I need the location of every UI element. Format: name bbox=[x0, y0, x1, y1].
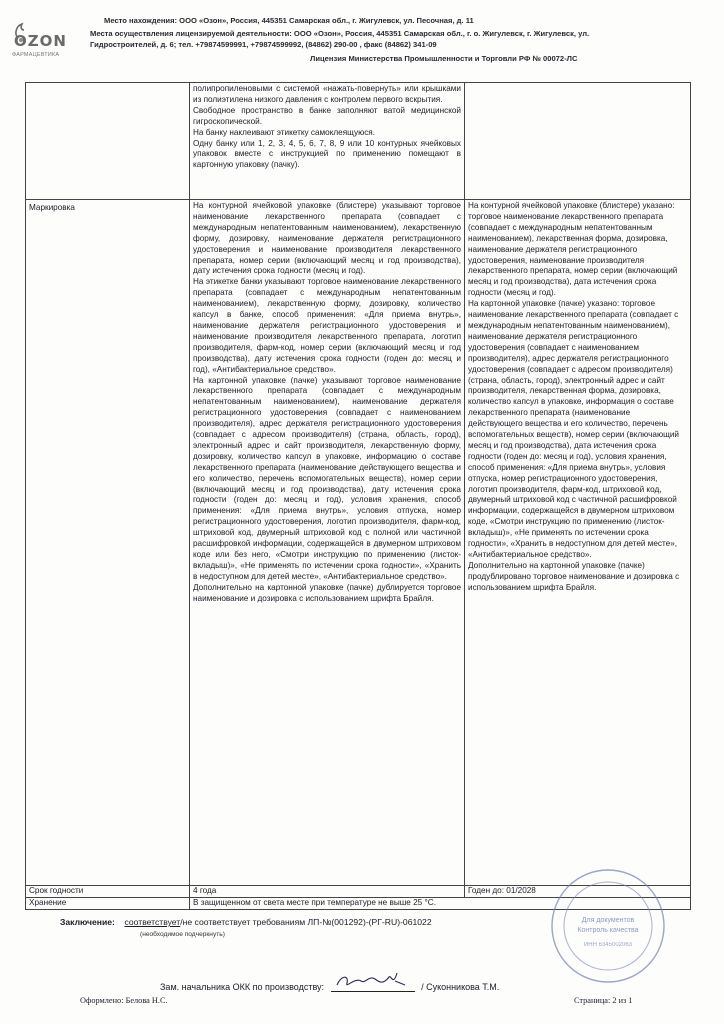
company-stamp-icon bbox=[548, 866, 668, 986]
header-address: Место нахождения: ООО «Озон», Россия, 445351 Самарская обл., г. Жигулевск, ул. Песочная, д. 11 bbox=[104, 16, 474, 25]
cell-requirement bbox=[190, 83, 465, 200]
marking-result-para: На картонной упаковке (пачке) указано: торговое наименование лекарственного препарата (совпадает с международным непатентованным наименованием), наименование держателя регистрационного удостоверения (совпадает с наименованием производителя), адрес держателя регистрационного удостоверения (совпадает с адресом производителя) (страна, область, город), электронный адрес и сайт производителя, лекарственная форма, дозировка, количество капсул в упаковке, информация о составе лекарственного препарата (наименование действующего вещества и его количество, перечень вспомогательных веществ), номер серии (включающий месяц и год производства), дата истечения срока годности (годен до: месяц и год), условия хранения, способ применения: «Для приема внутрь», условия отпуска, номер регистрационного удостоверения, логотип производителя, фарм-код, штриховой код, двумерный штриховой код с частичной расшифровкой информации, содержащейся в двумерном штриховом коде, «Смотри инструкцию по применению (листок-вкладыш)», «Не применять по истечении срока годности», «Хранить в недоступном для детей месте», «Антибактериальное средство». bbox=[468, 299, 679, 559]
conclusion-rest: /не соответствует требованиям ЛП-№(001292)-(РГ-RU)-061022 bbox=[180, 917, 432, 927]
marking-result-para: Дополнительно на картонной упаковке (пачке) продублировано торговое наименование и дозировка с использованием шрифта Брайля. bbox=[468, 560, 680, 592]
footer-page-number: Страница: 2 из 1 bbox=[574, 996, 633, 1005]
packaging-para: Одну банку или 1, 2, 3, 4, 5, 6, 7, 8, 9 или 10 контурных ячейковых упаковок вместе с инструкцией по применению помещают в картонную упаковку (пачку). bbox=[193, 138, 461, 170]
specification-table bbox=[25, 82, 691, 910]
handwritten-signature-icon bbox=[331, 971, 415, 991]
header-license: Лицензия Министерства Промышленности и Торговли РФ № 00072-ЛС bbox=[310, 54, 578, 63]
signature-row bbox=[160, 971, 499, 992]
cell-result bbox=[465, 200, 691, 886]
marking-requirement-para: На картонной упаковке (пачке) указывают торговое наименование лекарственного препарата (совпадает с международным непатентованным наименованием), наименование держателя регистрационного удостоверения (совпадает с наименованием производителя), адрес держателя регистрационного удостоверения (совпадает с адресом производителя) (страна, область, город), электронный адрес и сайт производителя, лекарственную форму, дозировку, количество капсул в упаковке, информацию о составе лекарственного препарата (наименование действующего вещества и его количество, перечень вспомогательных веществ), номер серии (включающий месяц и год производства), дату истечения срока годности (годен до: месяц и год), условия хранения, способ применения: «Для приема внутрь», условия отпуска, номер регистрационного удостоверения, логотип производителя, фарм-код, штриховой код, двумерный штриховой код с полной или частичной расшифровкой информации, содержащейся в двумерном штриховом коде или без него, «Смотри инструкцию по применению (листок-вкладыш)», «Не применять по истечении срока годности», «Хранить в недоступном для детей месте», «Антибактериальное средство». bbox=[193, 375, 461, 581]
packaging-para: Свободное пространство в банке заполняют ватой медицинской гигроскопической. bbox=[193, 105, 461, 126]
table-row-marking bbox=[26, 200, 691, 886]
stamp-text-2: Контроль качества bbox=[577, 927, 639, 934]
cell-label bbox=[26, 200, 190, 886]
shelf-life-label: Срок годности bbox=[26, 886, 190, 898]
table-row-packaging bbox=[26, 83, 691, 200]
shelf-life-value: 4 года bbox=[190, 886, 465, 898]
stamp-text: Для документов bbox=[581, 917, 635, 924]
footer-prepared-by: Оформлено: Белова Н.С. bbox=[80, 996, 168, 1005]
storage-label: Хранение bbox=[26, 897, 190, 909]
header-contacts: Гидростроителей, д. 6; тел. +79874599991, +79874599992, (84862) 290-00 , факс (84862) 341-09 bbox=[90, 40, 437, 49]
marking-requirement-para: На этикетке банки указывают торговое наименование лекарственного препарата (совпадает с международным непатентованным наименованием), лекарственную форму, дозировку, количество капсул в банке, способ применения: «Для приема внутрь», наименование держателя регистрационного удостоверения и наименование производителя лекарственного препарата, логотип производителя, фарм-код, номер серии (включающий месяц и год производства), дату истечения срока годности (годен до: месяц и год), «Антибактериальное средство». bbox=[193, 277, 461, 374]
cell-requirement bbox=[190, 200, 465, 886]
conclusion bbox=[60, 917, 432, 927]
shelf-life-result: Годен до: 01/2028 bbox=[465, 886, 691, 898]
stamp-inn: ИНН 6345002063 bbox=[583, 942, 633, 948]
marking-requirement-para: На контурной ячейковой упаковке (блистере) указывают торговое наименование лекарственного препарата (совпадает с международным непатентованным наименованием), лекарственную форму, дозировку, наименование держателя регистрационного удостоверения и наименование производителя лекарственного препарата, номер серии (включающий месяц и год производства), дату истечения срока годности (месяц и год). bbox=[193, 201, 461, 276]
logo-subtitle: ФАРМАЦЕВТИКА bbox=[12, 52, 60, 58]
marking-result-para: На контурной ячейковой упаковке (блистере) указано: торговое наименование лекарственного препарата (совпадает с международным непатентованным наименованием), лекарственная форма, дозировка, наименование держателя регистрационного удостоверения, наименование производителя лекарственного препарата, номер серии (включающий месяц и год производства), дата истечения срока годности (месяц и год). bbox=[468, 201, 678, 298]
signature-name: / Суконникова Т.М. bbox=[421, 982, 500, 992]
header-license-places: Места осуществления лицензируемой деятельности: ООО «Озон», Россия, 445351 Самарская обл., г. о. Жигулевск, г. Жигулевск, ул. bbox=[90, 29, 590, 38]
cell-label bbox=[26, 83, 190, 200]
conclusion-match: соответствует bbox=[124, 917, 181, 927]
packaging-para: полипропиленовыми с системой «нажать-повернуть» или крышками из полиэтилена низкого давления с контролем первого вскрытия. bbox=[193, 84, 461, 104]
signature-line bbox=[331, 971, 415, 992]
marking-requirement-para: Дополнительно на картонной упаковке (пачке) дублируется торговое наименование и дозировка с использованием шрифта Брайля. bbox=[193, 582, 461, 603]
conclusion-label: Заключение: bbox=[60, 917, 115, 927]
cell-result bbox=[465, 83, 691, 200]
marking-label: Маркировка bbox=[29, 203, 75, 212]
logo-text: OZON bbox=[14, 32, 67, 50]
storage-value: В защищенном от света месте при температуре не выше 25 °С. bbox=[190, 897, 691, 909]
packaging-para: На банку наклеивают этикетку самоклеящуюся. bbox=[193, 127, 376, 137]
conclusion-note: (необходимое подчеркнуть) bbox=[140, 931, 225, 938]
signature-position: Зам. начальника ОКК по производству: bbox=[160, 982, 325, 992]
